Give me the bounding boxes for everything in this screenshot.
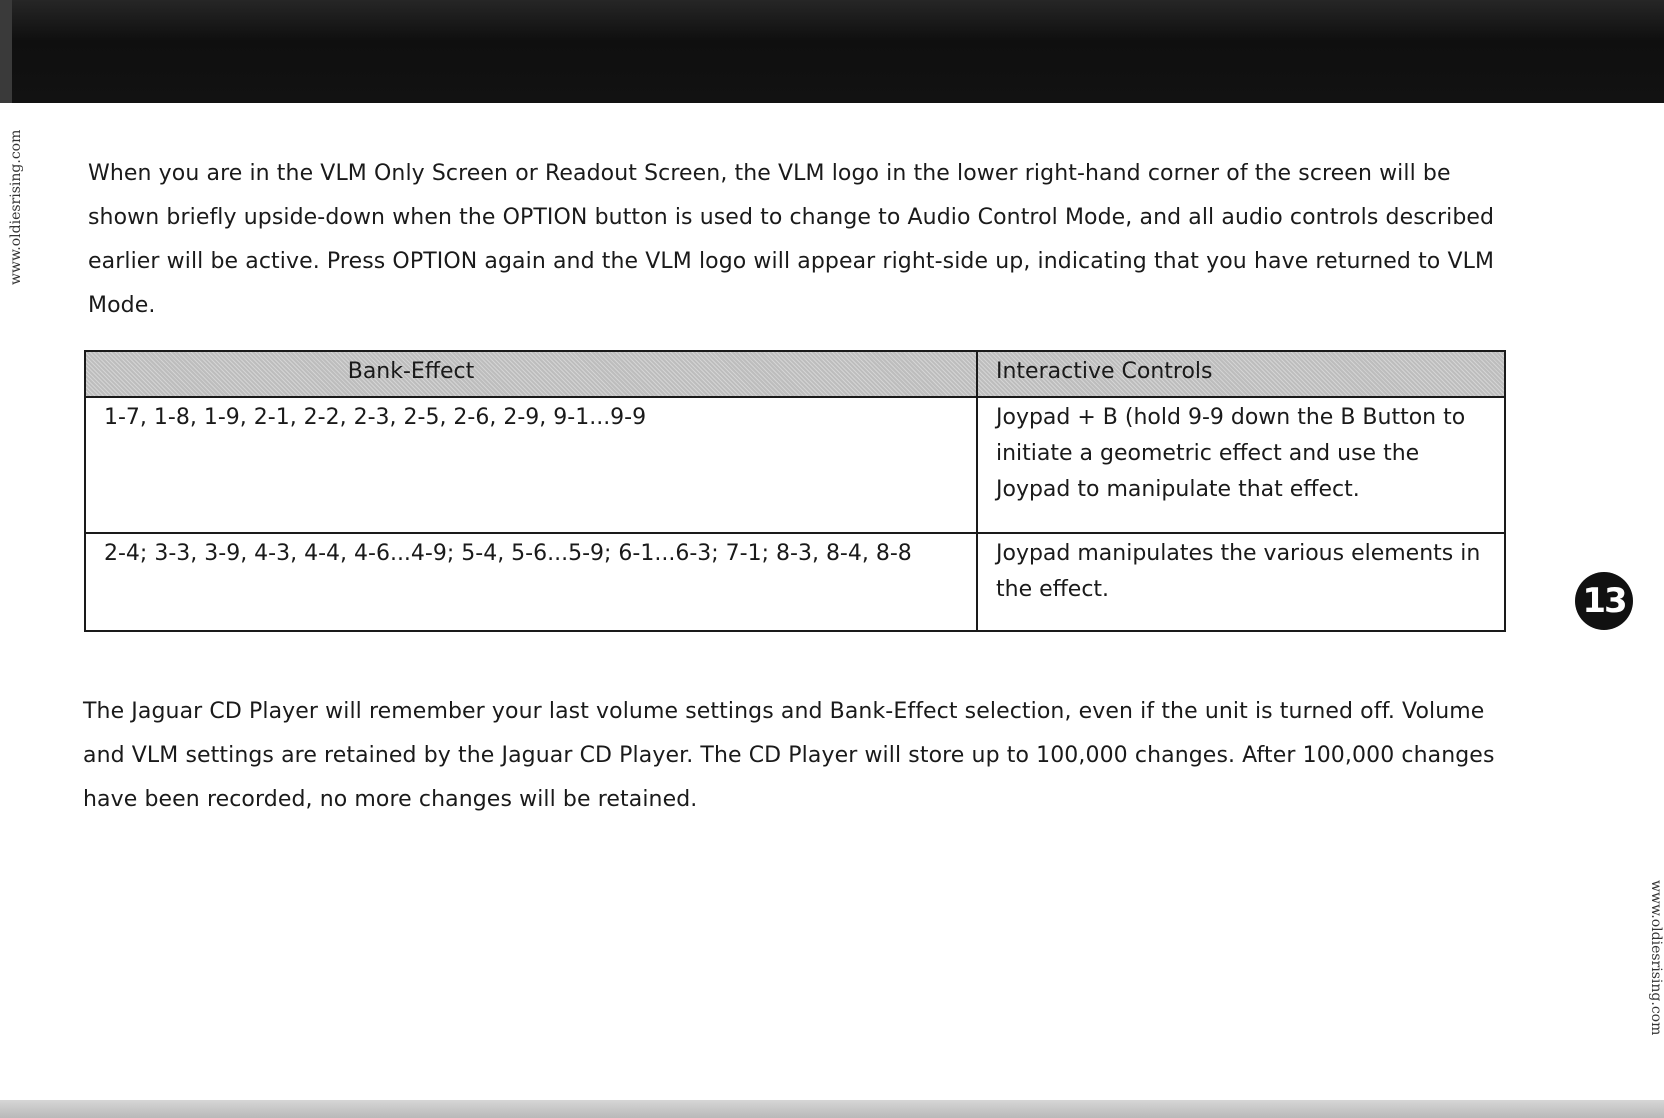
bank-effect-cell: 1-7, 1-8, 1-9, 2-1, 2-2, 2-3, 2-5, 2-6, 2-9, 9-1...9-9 xyxy=(85,397,977,533)
table-row xyxy=(85,397,1505,533)
controls-cell: Joypad + B (hold 9-9 down the B Button to initiate a geometric effect and use the Joypad to manipulate that effect. xyxy=(977,397,1505,533)
table-row xyxy=(85,533,1505,631)
header-interactive-controls: Interactive Controls xyxy=(977,351,1505,397)
footer-band xyxy=(0,1100,1664,1118)
controls-cell: Joypad manipulates the various elements in the effect. xyxy=(977,533,1505,631)
header-bank-effect: Bank-Effect xyxy=(85,351,977,397)
intro-paragraph: When you are in the VLM Only Screen or Readout Screen, the VLM logo in the lower right-hand corner of the screen will be shown briefly upside-down when the OPTION button is used to change to Audio Control Mode, and all audio controls described earlier will be active. Press OPTION again and the VLM logo will appear right-side up, indicating that you have returned to VLM Mode. xyxy=(88,161,1495,318)
watermark-right: www.oldiesrising.com xyxy=(1648,880,1664,1036)
watermark-left: www.oldiesrising.com xyxy=(8,129,24,285)
bank-effect-cell: 2-4; 3-3, 3-9, 4-3, 4-4, 4-6...4-9; 5-4, 5-6...5-9; 6-1...6-3; 7-1; 8-3, 8-4, 8-8 xyxy=(85,533,977,631)
page-number-badge: 13 xyxy=(1575,572,1633,630)
header-band xyxy=(0,0,1664,103)
bank-effect-table xyxy=(84,350,1506,632)
table-header-row xyxy=(85,351,1505,397)
closing-paragraph: The Jaguar CD Player will remember your last volume settings and Bank-Effect selection, even if the unit is turned off. Volume and VLM settings are retained by the Jaguar CD Player. The CD Player will store up to 100,000 changes. After 100,000 changes have been recorded, no more changes will be retained. xyxy=(83,699,1495,812)
